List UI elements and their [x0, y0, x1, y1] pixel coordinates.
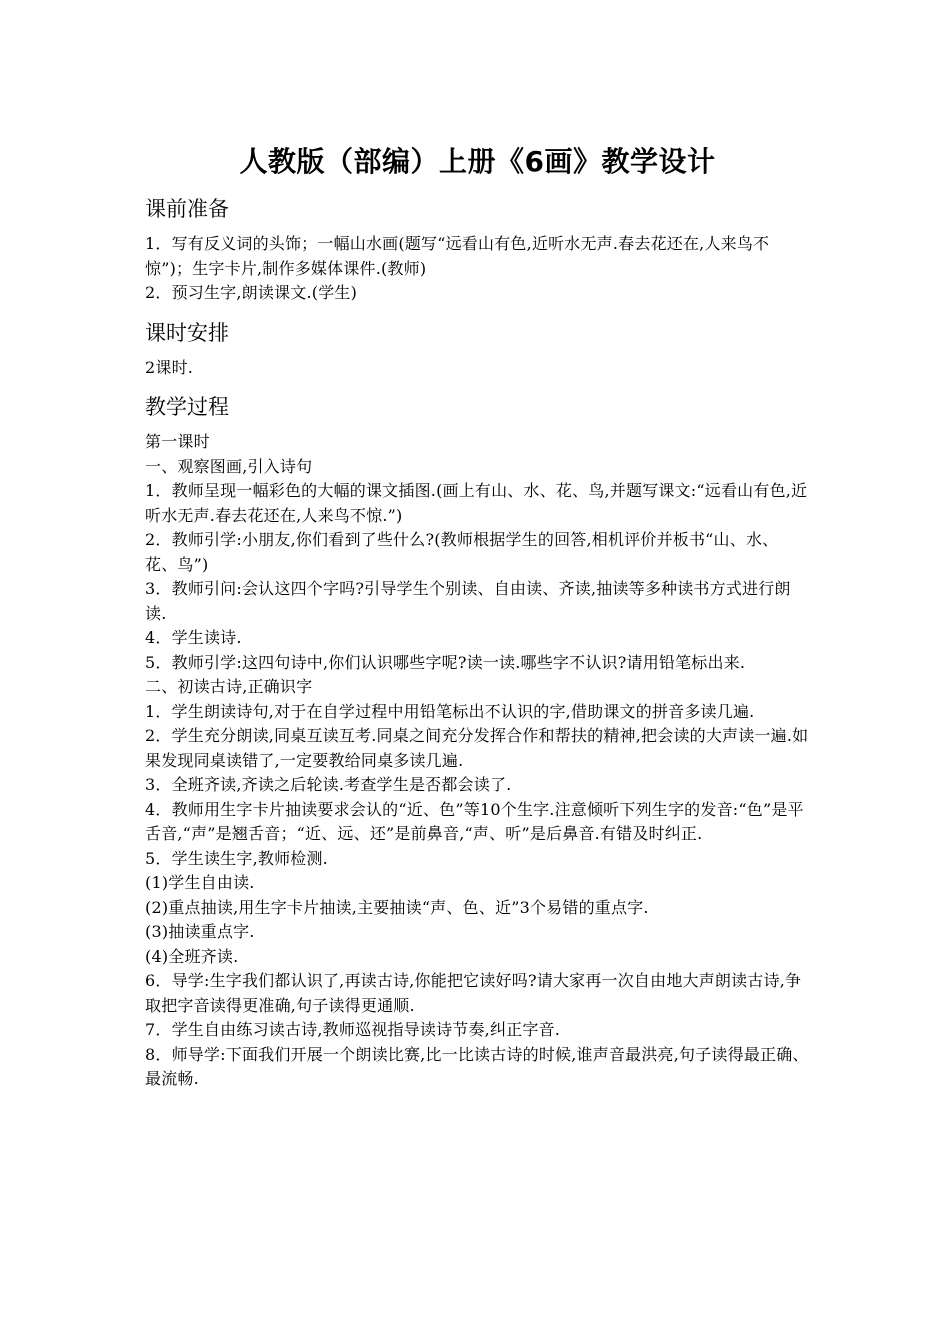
paragraph: 7．学生自由练习读古诗,教师巡视指导读诗节奏,纠正字音. [145, 1020, 561, 1039]
section-body-preparation [145, 232, 810, 306]
paragraph: 3．教师引问:会认这四个字吗?引导学生个别读、自由读、齐读,抽读等多种读书方式进行朗读. [145, 579, 791, 623]
document-title: 人教版（部编）上册《6画》教学设计 [239, 145, 716, 178]
paragraph: 8．师导学:下面我们开展一个朗读比赛,比一比读古诗的时候,谁声音最洪亮,句子读得最正确、最流畅. [145, 1044, 809, 1088]
section-heading-process: 教学过程 [145, 395, 229, 419]
paragraph: (3)抽读重点字. [145, 922, 255, 941]
paragraph: 2．预习生字,朗读课文.(学生) [145, 283, 358, 302]
paragraph: 1．写有反义词的头饰；一幅山水画(题写“远看山有色,近听水无声.春去花还在,人来鸟不惊”)；生字卡片,制作多媒体课件.(教师) [145, 234, 770, 278]
paragraph: 二、初读古诗,正确识字 [145, 677, 313, 696]
paragraph: 2．学生充分朗读,同桌互读互考.同桌之间充分发挥合作和帮扶的精神,把会读的大声读一遍.如果发现同桌读错了,一定要教给同桌多读几遍. [145, 726, 809, 770]
paragraph: 2．教师引学:小朋友,你们看到了些什么?(教师根据学生的回答,相机评价并板书“山、水、花、鸟”) [145, 530, 779, 574]
document-content [145, 140, 810, 1104]
paragraph: 2课时. [145, 357, 194, 377]
section-body-process [145, 430, 810, 1092]
paragraph: 5．学生读生字,教师检测. [145, 848, 328, 868]
paragraph: 4．学生读诗. [145, 628, 242, 647]
paragraph: 4．教师用生字卡片抽读要求会认的“近、色”等10个生字.注意倾听下列生字的发音:“色”是平舌音,“声”是翘舌音；“近、远、还”是前鼻音,“声、听”是后鼻音.有错及时纠正. [145, 799, 804, 843]
paragraph: 3．全班齐读,齐读之后轮读.考查学生是否都会读了. [145, 775, 512, 794]
paragraph: (1)学生自由读. [145, 873, 255, 892]
paragraph: 6．导学:生字我们都认识了,再读古诗,你能把它读好吗?请大家再一次自由地大声朗读古诗,争取把字音读得更准确,句子读得更通顺. [145, 971, 802, 1015]
paragraph: 1．教师呈现一幅彩色的大幅的课文插图.(画上有山、水、花、鸟,并题写课文:“远看山有色,近听水无声.春去花还在,人来鸟不惊.”) [145, 481, 808, 525]
paragraph: 1．学生朗读诗句,对于在自学过程中用铅笔标出不认识的字,借助课文的拼音多读几遍. [145, 701, 755, 721]
paragraph: 一、观察图画,引入诗句 [145, 456, 313, 476]
section-heading-preparation: 课前准备 [145, 197, 229, 221]
paragraph: (2)重点抽读,用生字卡片抽读,主要抽读“声、色、近”3个易错的重点字. [145, 897, 649, 917]
paragraph: (4)全班齐读. [145, 946, 239, 966]
paragraph: 5．教师引学:这四句诗中,你们认识哪些字呢?读一读.哪些字不认识?请用铅笔标出来. [145, 652, 746, 672]
paragraph: 第一课时 [145, 432, 210, 451]
section-body-schedule [145, 356, 810, 381]
section-heading-schedule: 课时安排 [145, 320, 229, 345]
